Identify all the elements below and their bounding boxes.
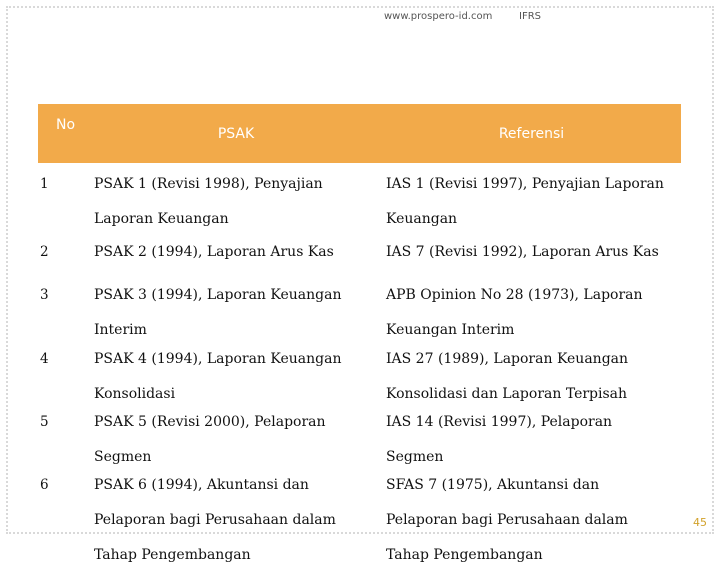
psak-cell xyxy=(90,468,382,566)
psak-line: Konsolidasi xyxy=(94,386,176,402)
psak-cell xyxy=(90,230,382,277)
table-header-row xyxy=(38,104,681,163)
psak-line: PSAK 4 (1994), Laporan Keuangan xyxy=(94,351,342,367)
row-number: 4 xyxy=(40,351,49,367)
ref-line: Pelaporan bagi Perusahaan dalam xyxy=(386,512,628,528)
psak-line: PSAK 5 (Revisi 2000), Pelaporan xyxy=(94,414,326,430)
ref-line: IAS 7 (Revisi 1992), Laporan Arus Kas xyxy=(386,244,659,260)
psak-line: Pelaporan bagi Perusahaan dalam xyxy=(94,512,336,528)
psak-line: PSAK 2 (1994), Laporan Arus Kas xyxy=(94,244,334,260)
ref-cell xyxy=(382,163,681,230)
page-number: 45 xyxy=(693,516,707,529)
ref-cell xyxy=(382,341,681,405)
slide-header xyxy=(0,11,720,25)
psak-table xyxy=(38,104,681,566)
header-tag: IFRS xyxy=(519,11,541,22)
ref-line: IAS 27 (1989), Laporan Keuangan xyxy=(386,351,629,367)
psak-line: PSAK 6 (1994), Akuntansi dan xyxy=(94,477,309,493)
row-number: 3 xyxy=(40,287,49,303)
ref-cell xyxy=(382,230,681,277)
row-number: 6 xyxy=(40,477,49,493)
psak-line: PSAK 3 (1994), Laporan Keuangan xyxy=(94,287,342,303)
ref-line: SFAS 7 (1975), Akuntansi dan xyxy=(386,477,600,493)
psak-cell xyxy=(90,163,382,230)
table-row xyxy=(38,405,681,468)
ref-cell xyxy=(382,405,681,468)
row-number: 5 xyxy=(40,414,49,430)
table-row xyxy=(38,341,681,405)
table-row xyxy=(38,277,681,341)
psak-line: Tahap Pengembangan xyxy=(94,547,251,563)
table-row xyxy=(38,468,681,566)
ref-cell xyxy=(382,468,681,566)
ref-cell xyxy=(382,277,681,341)
psak-line: Interim xyxy=(94,322,147,338)
column-header-referensi: Referensi xyxy=(382,104,681,163)
ref-line: Keuangan Interim xyxy=(386,322,515,338)
header-site: www.prospero-id.com xyxy=(384,11,493,22)
psak-line: Laporan Keuangan xyxy=(94,211,229,227)
ref-line: Keuangan xyxy=(386,211,458,227)
ref-line: APB Opinion No 28 (1973), Laporan xyxy=(386,287,643,303)
ref-line: Tahap Pengembangan xyxy=(386,547,543,563)
table-row xyxy=(38,163,681,230)
ref-line: IAS 1 (Revisi 1997), Penyajian Laporan xyxy=(386,176,664,192)
column-header-psak: PSAK xyxy=(90,104,382,163)
psak-cell xyxy=(90,277,382,341)
psak-cell xyxy=(90,405,382,468)
psak-line: Segmen xyxy=(94,449,152,465)
row-number: 2 xyxy=(40,244,49,260)
psak-cell xyxy=(90,341,382,405)
table-row xyxy=(38,230,681,277)
ref-line: Konsolidasi dan Laporan Terpisah xyxy=(386,386,628,402)
row-number: 1 xyxy=(40,176,49,192)
column-header-no: No xyxy=(38,104,90,163)
ref-line: IAS 14 (Revisi 1997), Pelaporan xyxy=(386,414,613,430)
psak-line: PSAK 1 (Revisi 1998), Penyajian xyxy=(94,176,323,192)
ref-line: Segmen xyxy=(386,449,444,465)
